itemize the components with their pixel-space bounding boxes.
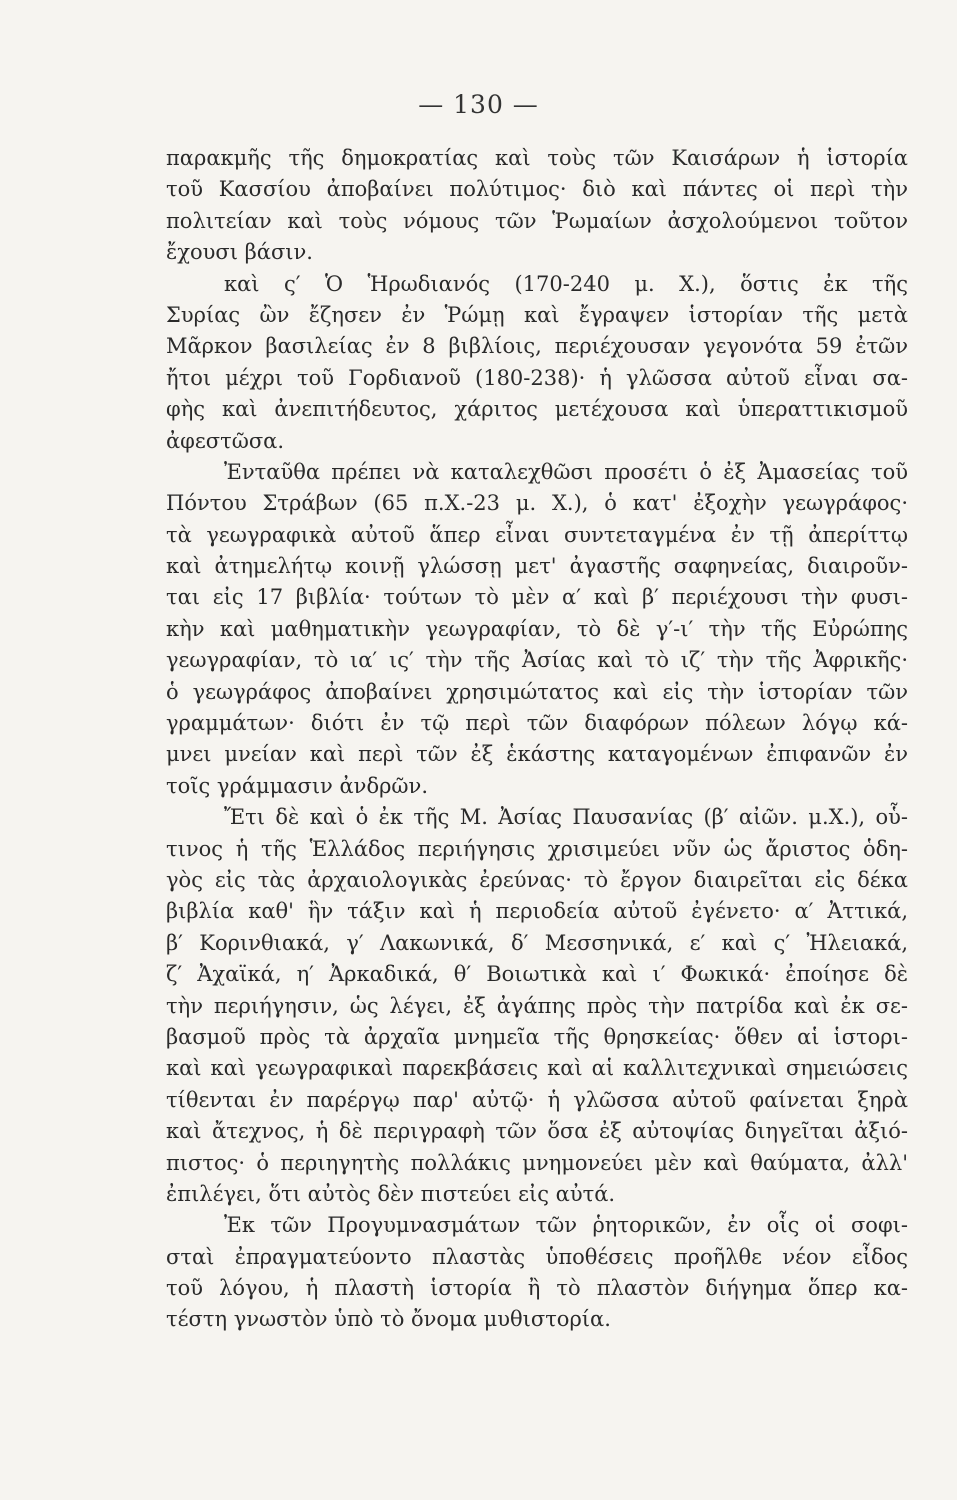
text-line: βασμοῦ πρὸς τὰ ἀρχαῖα μνημεῖα τῆς θρησκείας· ὅθεν αἱ ἱστορι- <box>166 1024 908 1049</box>
text-line: τίθενται ἐν παρέργῳ παρ' αὐτῷ· ἡ γλῶσσα αὐτοῦ φαίνεται ξηρὰ <box>166 1087 908 1112</box>
text-line: Μᾶρκον βασιλείας ἐν 8 βιβλίοις, περιέχουσαν γεγονότα 59 ἐτῶν <box>166 334 908 359</box>
text-line: τοῖς γράμμασιν ἀνδρῶν. <box>166 773 428 798</box>
text-line: ἐπιλέγει, ὅτι αὐτὸς δὲν πιστεύει εἰς αὐτά. <box>166 1181 616 1206</box>
text-line: πιστος· ὁ περιηγητὴς πολλάκις μνημονεύει μὲν καὶ θαύματα, ἀλλ' <box>166 1150 908 1175</box>
text-line: τέστη γνωστὸν ὑπὸ τὸ ὄνομα μυθιστορία. <box>166 1307 611 1332</box>
text-line: ται εἰς 17 βιβλία· τούτων τὸ μὲν α′ καὶ β′ περιέχουσι τὴν φυσι- <box>166 585 908 610</box>
text-line: τοῦ λόγου, ἡ πλαστὴ ἱστορία ἢ τὸ πλαστὸν διήγημα ὅπερ κα- <box>166 1276 908 1301</box>
page-number: — 130 — <box>418 90 539 119</box>
text-line: ὁ γεωγράφος ἀποβαίνει χρησιμώτατος καὶ εἰς τὴν ἱστορίαν τῶν <box>166 679 908 704</box>
text-line: Ἐκ τῶν Προγυμνασμάτων τῶν ῥητορικῶν, ἐν οἷς οἱ σοφι- <box>224 1213 908 1238</box>
text-line: πολιτείαν καὶ τοὺς νόμους τῶν Ῥωμαίων ἀσχολούμενοι τοῦτον <box>166 208 908 233</box>
text-line: καὶ ς′ Ὁ Ἡρωδιανός (170-240 μ. Χ.), ὅστις ἐκ τῆς <box>224 271 908 296</box>
body-text <box>166 143 908 1336</box>
text-line: Ἔτι δὲ καὶ ὁ ἐκ τῆς Μ. Ἀσίας Παυσανίας (β′ αἰῶν. μ.Χ.), οὗ- <box>224 805 908 830</box>
text-line: καὶ ἄτεχνος, ἡ δὲ περιγραφὴ τῶν ὅσα ἐξ αὐτοψίας διηγεῖται ἀξιό- <box>166 1119 908 1144</box>
text-line: Συρίας ὢν ἔζησεν ἐν Ῥώμῃ καὶ ἔγραψεν ἱστορίαν τῆς μετὰ <box>166 302 908 327</box>
text-line: τινος ἡ τῆς Ἑλλάδος περιήγησις χρισιμεύει νῦν ὡς ἄριστος ὁδη- <box>166 836 908 861</box>
text-line: κὴν καὶ μαθηματικὴν γεωγραφίαν, τὸ δὲ γ′-ι′ τὴν τῆς Εὐρώπης <box>166 616 908 641</box>
text-line: γραμμάτων· διότι ἐν τῷ περὶ τῶν διαφόρων πόλεων λόγῳ κά- <box>166 711 908 736</box>
text-line: γεωγραφίαν, τὸ ια′ ις′ τὴν τῆς Ἀσίας καὶ τὸ ιζ′ τὴν τῆς Ἀφρικῆς· <box>166 648 908 673</box>
text-line: καὶ καὶ γεωγραφικαὶ παρεκβάσεις καὶ αἱ καλλιτεχνικαὶ σημειώσεις <box>166 1056 908 1081</box>
text-line: ἀφεστῶσα. <box>166 428 285 453</box>
text-line: γὸς εἰς τὰς ἀρχαιολογικὰς ἐρεύνας· τὸ ἔργον διαιρεῖται εἰς δέκα <box>166 867 908 892</box>
text-line: σταὶ ἐπραγματεύοντο πλαστὰς ὑποθέσεις προῆλθε νέον εἶδος <box>166 1244 908 1269</box>
text-line: τοῦ Κασσίου ἀποβαίνει πολύτιμος· διὸ καὶ πάντες οἱ περὶ τὴν <box>166 177 908 202</box>
text-line: μνει μνείαν καὶ περὶ τῶν ἐξ ἑκάστης καταγομένων ἐπιφανῶν ἐν <box>166 742 908 767</box>
text-line: ζ′ Ἀχαϊκά, η′ Ἀρκαδικά, θ′ Βοιωτικὰ καὶ ι′ Φωκικά· ἐποίησε δὲ <box>166 962 908 987</box>
text-line: βιβλία καθ' ἣν τάξιν καὶ ἡ περιοδεία αὐτοῦ ἐγένετο· α′ Ἀττικά, <box>166 899 908 924</box>
text-line: φὴς καὶ ἀνεπιτήδευτος, χάριτος μετέχουσα καὶ ὑπεραττικισμοῦ <box>166 397 908 422</box>
text-line: Πόντου Στράβων (65 π.Χ.-23 μ. Χ.), ὁ κατ' ἐξοχὴν γεωγράφος· <box>166 491 908 516</box>
text-line: Ἐνταῦθα πρέπει νὰ καταλεχθῶσι προσέτι ὁ ἐξ Ἀμασείας τοῦ <box>224 459 908 484</box>
text-line: τὰ γεωγραφικὰ αὐτοῦ ἅπερ εἶναι συντεταγμένα ἐν τῇ ἀπερίττῳ <box>166 522 908 547</box>
text-line: ἔχουσι βάσιν. <box>166 240 313 265</box>
text-line: β′ Κορινθιακά, γ′ Λακωνικά, δ′ Μεσσηνικά, ε′ καὶ ς′ Ἠλειακά, <box>166 930 908 955</box>
text-line: παρακμῆς τῆς δημοκρατίας καὶ τοὺς τῶν Καισάρων ἡ ἱστορία <box>166 146 908 170</box>
text-line: τὴν περιήγησιν, ὡς λέγει, ἐξ ἀγάπης πρὸς τὴν πατρίδα καὶ ἐκ σε- <box>166 993 908 1018</box>
text-line: καὶ ἀτημελήτῳ κοινῇ γλώσσῃ μετ' ἀγαστῆς σαφηνείας, διαιροῦν- <box>166 554 908 579</box>
text-line: ἤτοι μέχρι τοῦ Γορδιανοῦ (180-238)· ἡ γλῶσσα αὐτοῦ εἶναι σα- <box>166 365 908 390</box>
